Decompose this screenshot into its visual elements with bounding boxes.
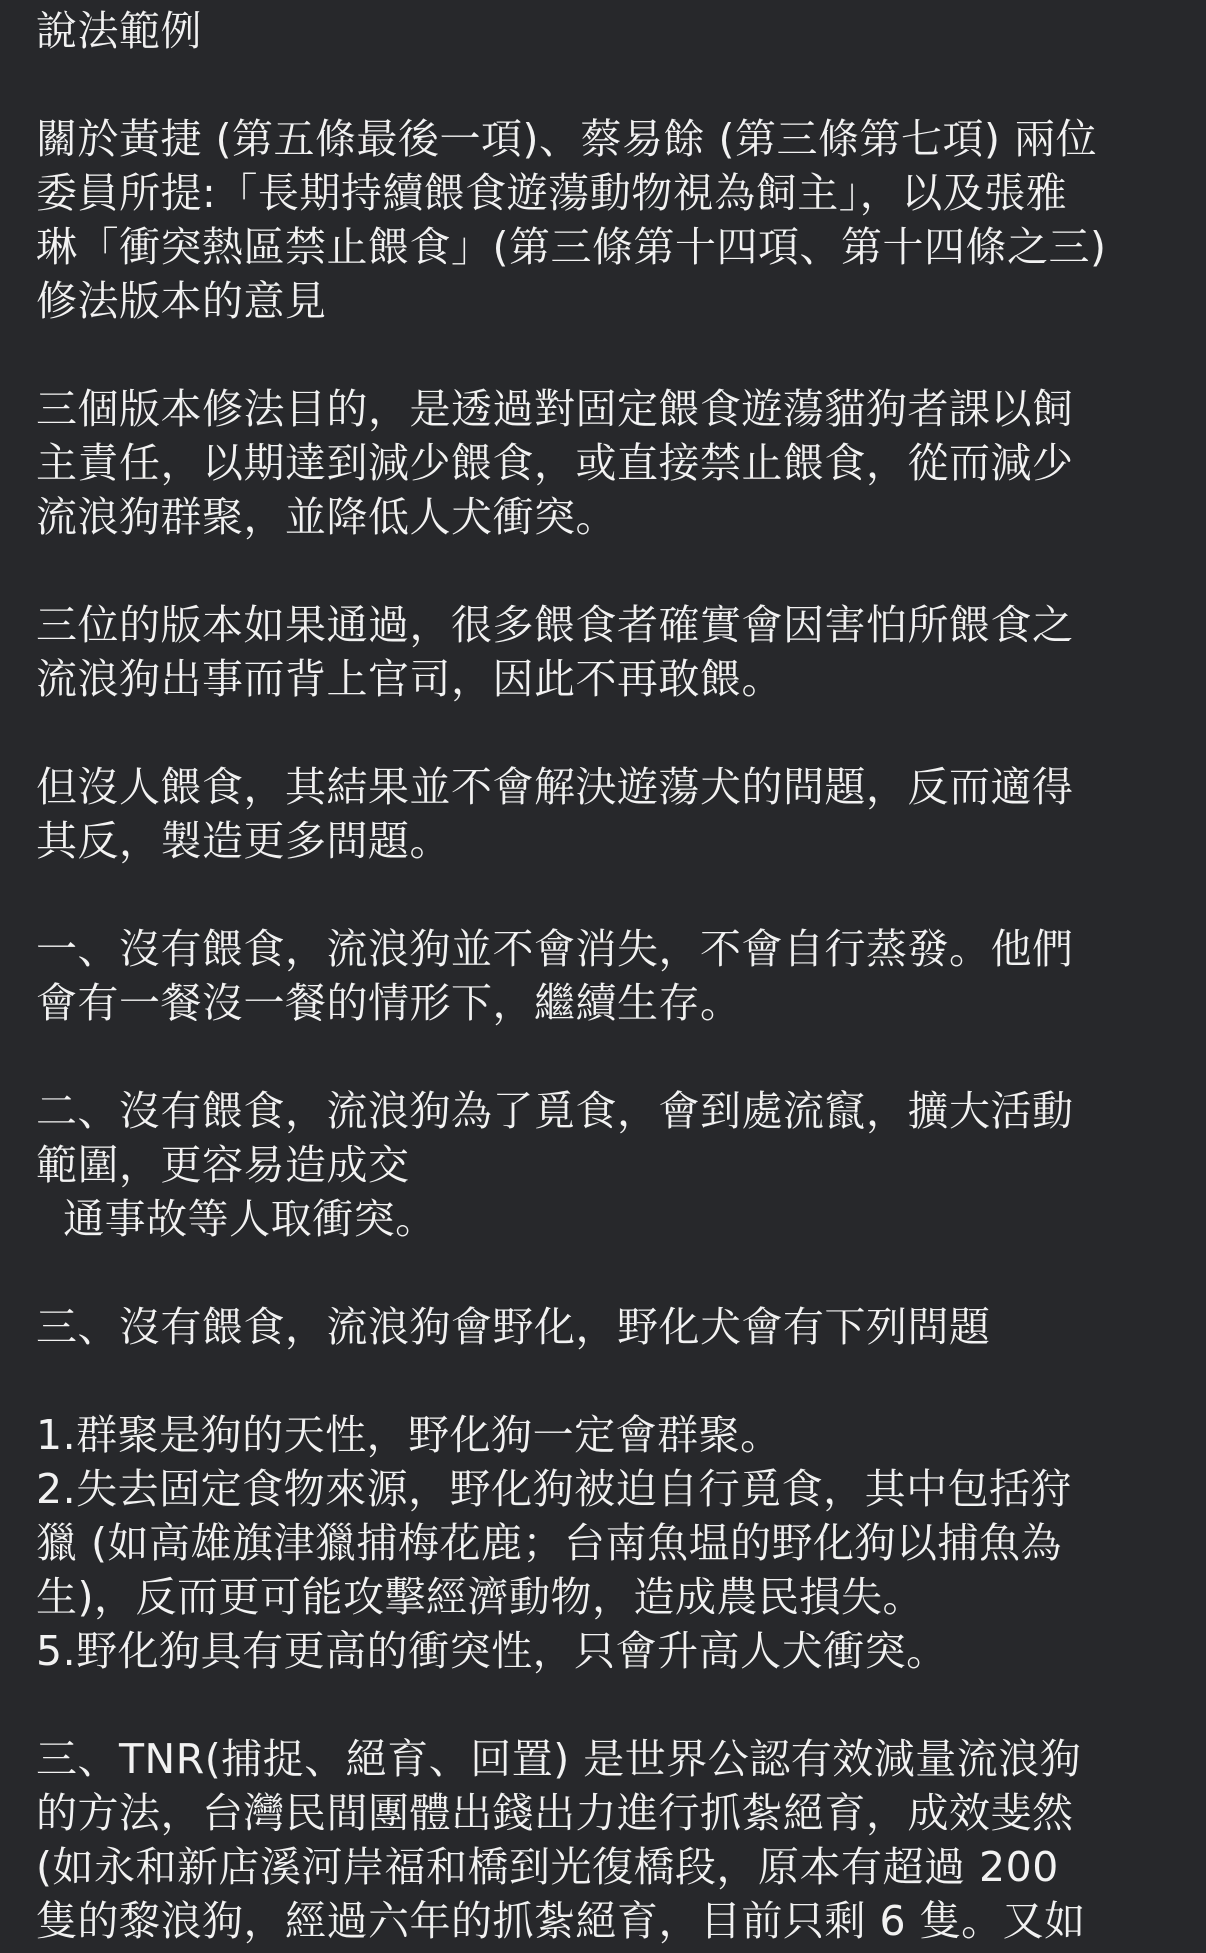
paragraph-problem [36, 760, 1186, 868]
paragraph-gap [36, 868, 1186, 922]
text-line: 三個版本修法目的，是透過對固定餵食遊蕩貓狗者課以飼 [36, 385, 1074, 433]
paragraph-consequence [36, 598, 1186, 706]
text-line: 三、TNR(捕捉、絕育、回置) 是世界公認有效減量流浪狗 [36, 1735, 1082, 1783]
paragraph-point-one [36, 922, 1186, 1030]
text-line: 範圍，更容易造成交 [36, 1141, 410, 1189]
paragraph-gap [36, 1678, 1186, 1732]
paragraph-intro [36, 112, 1186, 328]
text-line: 獵 (如高雄旗津獵捕梅花鹿；台南魚塭的野化狗以捕魚為 [36, 1519, 1063, 1567]
text-line: 一、沒有餵食，流浪狗並不會消失，不會自行蒸發。他們 [36, 925, 1074, 973]
paragraph-gap [36, 58, 1186, 112]
text-line: 修法版本的意見 [36, 277, 327, 325]
paragraph-gap [36, 1246, 1186, 1300]
paragraph-feral-list [36, 1408, 1186, 1678]
text-line: 流浪狗出事而背上官司，因此不再敢餵。 [36, 655, 783, 703]
paragraph-purpose [36, 382, 1186, 544]
document-title: 說法範例 [36, 7, 202, 55]
paragraph-gap [36, 544, 1186, 598]
text-line: 關於黃捷 (第五條最後一項)、蔡易餘 (第三條第七項) 兩位 [36, 115, 1098, 163]
text-line: 二、沒有餵食，流浪狗為了覓食，會到處流竄，擴大活動 [36, 1087, 1074, 1135]
text-line: 琳「衝突熱區禁止餵食」(第三條第十四項、第十四條之三) [36, 223, 1107, 271]
list-item: 2.失去固定食物來源，野化狗被迫自行覓食，其中包括狩 [36, 1465, 1073, 1513]
list-item: 5.野化狗具有更高的衝突性，只會升高人犬衝突。 [36, 1627, 948, 1675]
text-line: 三、沒有餵食，流浪狗會野化，野化犬會有下列問題 [36, 1303, 991, 1351]
text-line: 其反，製造更多問題。 [36, 817, 451, 865]
text-line: 隻的黎浪狗，經過六年的抓紮絕育，目前只剩 6 隻。又如 [36, 1897, 1086, 1945]
text-line: 主責任，以期達到減少餵食，或直接禁止餵食，從而減少 [36, 439, 1074, 487]
text-line: 流浪狗群聚，並降低人犬衝突。 [36, 493, 617, 541]
list-item: 1.群聚是狗的天性，野化狗一定會群聚。 [36, 1411, 782, 1459]
text-line: 但沒人餵食，其結果並不會解決遊蕩犬的問題，反而適得 [36, 763, 1074, 811]
paragraph-gap [36, 706, 1186, 760]
text-line: (如永和新店溪河岸福和橋到光復橋段，原本有超過 200 [36, 1843, 1059, 1891]
document-body [36, 4, 1186, 1948]
paragraph-point-three [36, 1300, 1186, 1354]
text-line: 三位的版本如果通過，很多餵食者確實會因害怕所餵食之 [36, 601, 1074, 649]
paragraph-gap [36, 1354, 1186, 1408]
text-line: 生)，反而更可能攻擊經濟動物，造成農民損失。 [36, 1573, 924, 1621]
paragraph-gap [36, 1030, 1186, 1084]
paragraph-point-two [36, 1084, 1186, 1246]
paragraph-tnr [36, 1732, 1186, 1948]
paragraph-gap [36, 328, 1186, 382]
text-line: 的方法，台灣民間團體出錢出力進行抓紮絕育，成效斐然 [36, 1789, 1074, 1837]
text-line: 會有一餐沒一餐的情形下，繼續生存。 [36, 979, 742, 1027]
text-line: 委員所提:「長期持續餵食遊蕩動物視為飼主」，以及張雅 [36, 169, 1068, 217]
text-line: 通事故等人取衝突。 [36, 1195, 437, 1243]
